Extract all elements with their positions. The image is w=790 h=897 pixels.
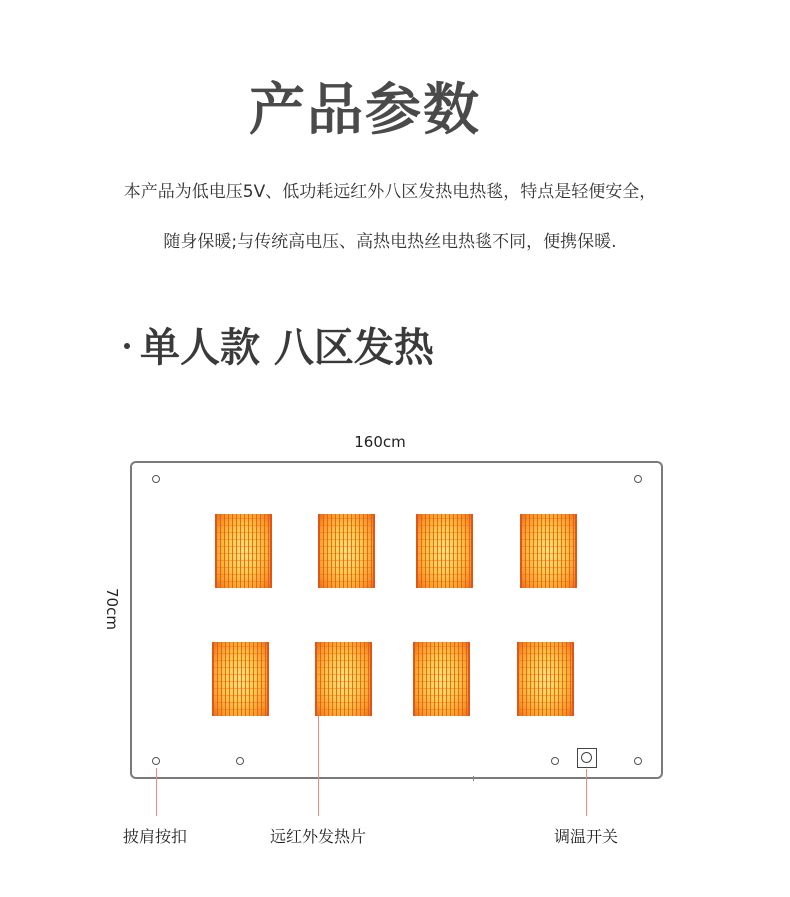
edge-mark [473,776,474,781]
heating-panel [517,642,574,716]
heating-panel [318,514,375,588]
heating-panel [215,514,272,588]
section-subtitle [124,316,434,373]
snap-hole-icon [551,757,559,765]
snap-hole-icon [634,475,642,483]
snap-hole-icon [152,475,160,483]
heating-panel [212,642,269,716]
bullet-dot-icon [124,343,130,349]
height-dimension-label: 70cm [103,588,121,630]
temperature-switch-icon [577,748,597,768]
leader-line-heating-panel [318,716,319,816]
subtitle-text: 单人款 八区发热 [140,325,434,371]
heating-panel [413,642,470,716]
description-line-2: 随身保暖;与传统高电压、高热电热丝电热毯不同，便携保暖. [163,232,617,252]
blanket-outline [130,461,663,779]
heating-panel [315,642,372,716]
snap-hole-icon [152,757,160,765]
switch-knob-icon [581,752,592,763]
snap-hole-icon [236,757,244,765]
page-title: 产品参数 [249,78,481,143]
heating-panel [520,514,577,588]
snap-hole-icon [634,757,642,765]
heating-panel [416,514,473,588]
description-line-1: 本产品为低电压5V、低功耗远红外八区发热电热毯，特点是轻便安全， [123,182,657,202]
callout-temperature-switch: 调温开关 [554,827,619,846]
callout-heating-panel: 远红外发热片 [270,827,367,846]
width-dimension-label: 160cm [354,433,406,451]
callout-shoulder-button: 披肩按扣 [123,827,188,846]
leader-line-temperature-switch [586,769,587,816]
leader-line-shoulder-button [156,768,157,816]
